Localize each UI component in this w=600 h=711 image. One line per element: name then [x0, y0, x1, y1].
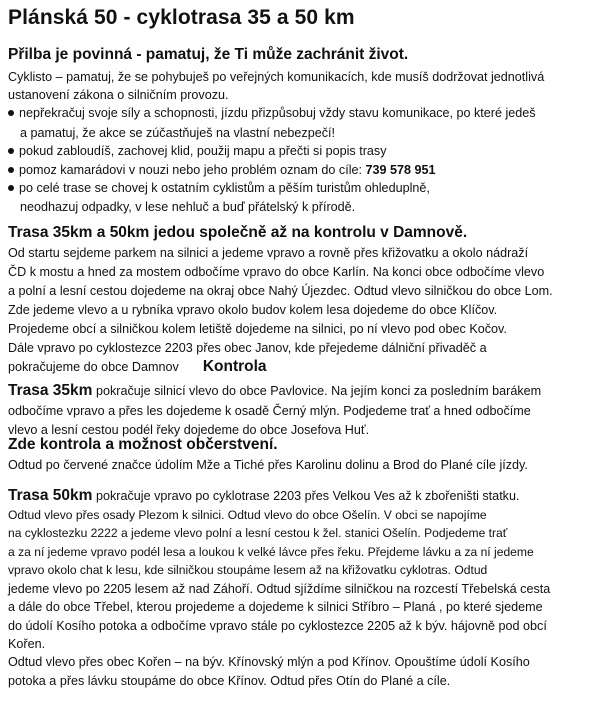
common-route-heading: Trasa 35km a 50km jedou společně až na kontrolu v Damnově. — [8, 224, 468, 241]
helmet-heading: Přilba je povinná - pamatuj, že Ti může zachránit život. — [8, 46, 409, 63]
common-line-2: ČD k mostu a hned za mostem odbočíme vpravo do obce Karlín. Na konci obce odbočíme vlevo — [8, 265, 545, 279]
common-line-3: a polní a lesní cestou dojedeme na okraj obce Nahý Újezdec. Odtud vlevo silničkou do obce Lom. — [8, 284, 553, 298]
bullet-dot-icon — [8, 185, 14, 191]
t50-line-4: a za ní jedeme vpravo podél lesa a loukou k velké lávce přes řeku. Přejdeme lávku a za ní jedeme — [8, 545, 534, 559]
phone-number: 739 578 951 — [365, 163, 436, 177]
bullet-3-line-1: pomoz kamarádovi v nouzi nebo jeho problém oznam do cíle: — [19, 163, 366, 177]
t35-first-text: pokračuje silnicí vlevo do obce Pavlovice. Na jejím konci za posledním barákem — [92, 384, 542, 398]
t35-lead: Trasa 35km — [8, 382, 93, 399]
intro-line-1: Cyklisto – pamatuj, že se pohybuješ po veřejných komunikacích, kde musíš dodržovat jednotlivá — [8, 70, 545, 84]
t50-line-6: jedeme vlevo po 2205 lesem až nad Záhoří. Odtud sjíždíme silničkou na rozcestí Třebelská cesta — [8, 582, 551, 596]
kontrola-label: Kontrola — [202, 358, 267, 375]
common-line-1: Od startu sejdeme parkem na silnici a jedeme vpravo a rovně přes křižovatku a okolo nádraží — [8, 246, 529, 260]
bullet-dot-icon — [8, 167, 14, 173]
t50-line-9: Kořen. — [8, 637, 46, 651]
common-line-6: Dále vpravo po cyklostezce 2203 přes obec Janov, kde přejedeme dálniční přivaděč a — [8, 341, 487, 355]
t50-line-7: a dále do obce Třebel, kterou projedeme a dojedeme k silnici Stříbro – Planá , po které sjedeme — [8, 600, 543, 614]
t50-line-11: potoka a přes lávku stoupáme do obce Křínov. Odtud přes Otín do Plané a cíle. — [8, 674, 451, 688]
common-line-7 — [8, 358, 267, 376]
common-line-4: Zde jedeme vlevo a u rybníka vpravo okolo budov kolem lesa dojedeme do obce Klíčov. — [8, 303, 498, 317]
bullet-2-line-1: pokud zabloudíš, zachovej klid, použij mapu a přečti si popis trasy — [19, 144, 387, 158]
t50-line-3: na cyklostezku 2222 a jedeme vlevo polní a lesní cestou k žel. stanici Ošelín. Podjedeme trať — [8, 526, 508, 540]
bullet-1-line-1: nepřekračuj svoje síly a schopnosti, jízdu přizpůsobuj vždy stavu komunikace, po které jedeš — [19, 106, 536, 120]
t50-line-2: Odtud vlevo přes osady Plezom k silnici. Odtud vlevo do obce Ošelín. V obci se napojíme — [8, 508, 487, 522]
intro-line-2: ustanovení zákona o silničním provozu. — [8, 88, 229, 102]
t50-line-1 — [8, 487, 520, 505]
page-title: Plánská 50 - cyklotrasa 35 a 50 km — [8, 6, 355, 29]
bullet-item-4 — [8, 181, 430, 195]
bullet-item-1 — [8, 106, 536, 120]
bullet-dot-icon — [8, 148, 14, 154]
t35-line-1 — [8, 382, 541, 400]
bullet-4-line-1: po celé trase se chovej k ostatním cyklistům a pěším turistům ohleduplně, — [19, 181, 430, 195]
refresh-heading: Zde kontrola a možnost občerstvení. — [8, 436, 278, 453]
t50-line-8: do údolí Kosího potoka a odbočíme vpravo stále po cyklostezce 2205 až k býv. hájovně pod obcí — [8, 619, 547, 633]
bullet-4-line-2: neodhazuj odpadky, v lese nehluč a buď přátelský k přírodě. — [20, 200, 356, 214]
t35-line-3: vlevo a lesní cestou podél řeky dojedeme do obce Josefova Huť. — [8, 423, 370, 437]
t35-line-2: odbočíme vpravo a přes les dojedeme k osadě Černý mlýn. Podjedeme trať a hned odbočíme — [8, 404, 531, 418]
t50-line-10: Odtud vlevo přes obec Kořen – na býv. Křínovský mlýn a pod Křínov. Opouštíme údolí Kosího — [8, 655, 530, 669]
t50-first-text: pokračuje vpravo po cyklotrase 2203 přes Velkou Ves až k zbořeništi statku. — [92, 489, 520, 503]
t35-last-line: Odtud po červené značce údolím Mže a Tiché přes Karolinu dolinu a Brod do Plané cíle jízdy. — [8, 458, 528, 472]
t50-lead: Trasa 50km — [8, 487, 93, 504]
bullet-item-2 — [8, 144, 387, 158]
t50-line-5: vpravo okolo chat k lesu, kde silničkou stoupáme lesem až na křižovatku cyklotras. Odtud — [8, 563, 488, 577]
bullet-dot-icon — [8, 110, 14, 116]
common-last-text: pokračujeme do obce Damnov — [8, 360, 179, 374]
common-line-5: Projedeme obcí a silničkou kolem letiště dojedeme na silnici, po ní vlevo pod obec Kočov. — [8, 322, 507, 336]
bullet-1-line-2: a pamatuj, že akce se zúčastňuješ na vlastní nebezpečí! — [20, 126, 336, 140]
bullet-item-3 — [8, 163, 436, 177]
